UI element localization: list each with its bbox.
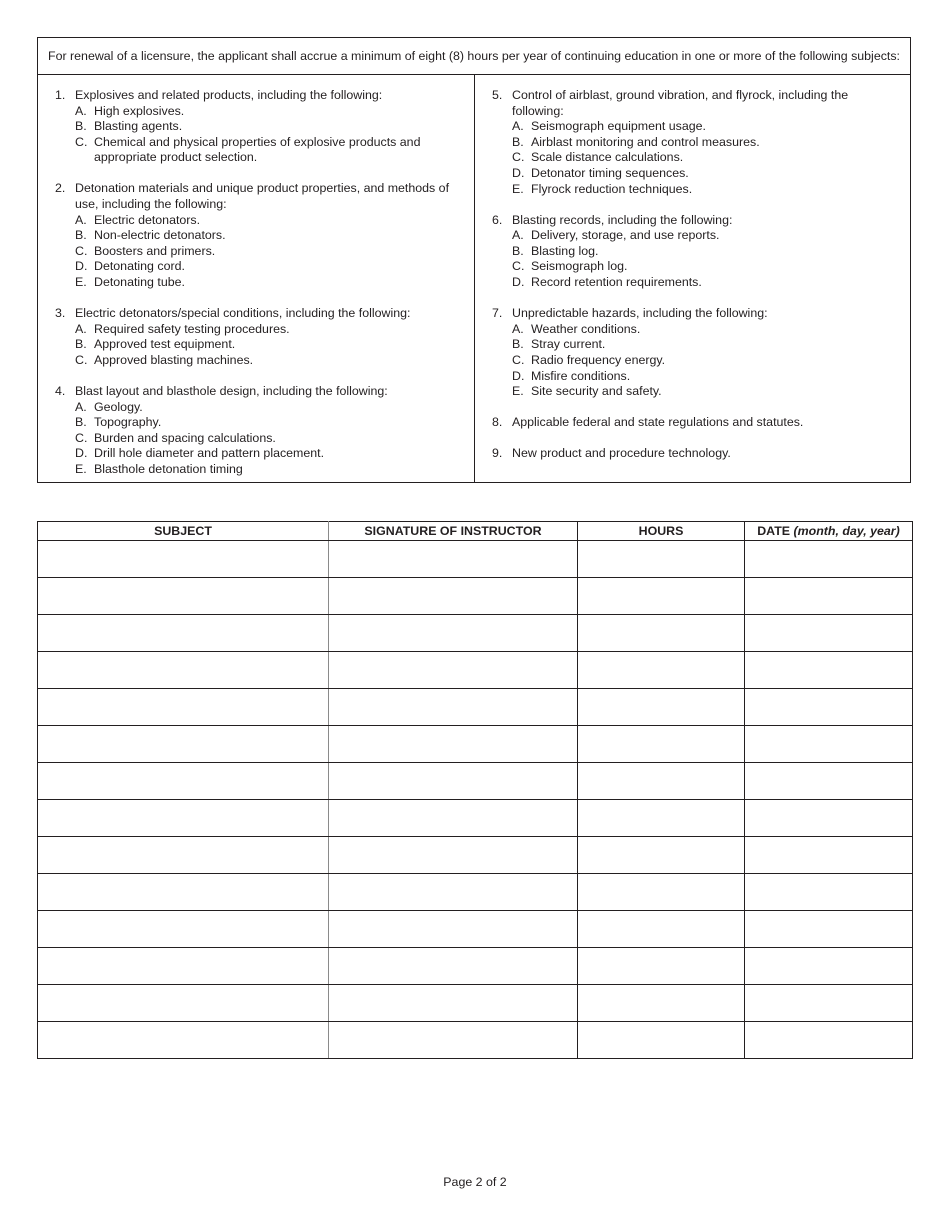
subtopic-letter: E. (512, 384, 524, 399)
hours-cell[interactable] (578, 615, 745, 652)
date-cell[interactable] (745, 726, 913, 763)
subject-cell[interactable] (38, 948, 329, 985)
subject-cell[interactable] (38, 1022, 329, 1059)
instructor-signature-cell[interactable] (329, 689, 578, 726)
hours-cell[interactable] (578, 541, 745, 578)
topic-heading (55, 181, 464, 212)
topic-text: Electric detonators/special conditions, including the following: (75, 306, 411, 321)
table-row (38, 652, 913, 689)
date-cell[interactable] (745, 615, 913, 652)
topic-heading (492, 415, 902, 431)
subtopic-letter: A. (512, 119, 524, 134)
subtopic-item (55, 400, 464, 416)
subtopic-letter: D. (512, 368, 525, 383)
subtopic-text: Flyrock reduction techniques. (531, 181, 693, 196)
topic-item (55, 88, 464, 166)
topic-number: 3. (55, 306, 66, 321)
table-row (38, 763, 913, 800)
date-cell[interactable] (745, 837, 913, 874)
subtopic-letter: D. (75, 446, 88, 461)
topic-heading (55, 384, 464, 400)
topic-number: 9. (492, 446, 503, 461)
subtopic-item (492, 353, 902, 369)
subtopic-item (492, 337, 902, 353)
subtopic-item (492, 259, 902, 275)
subtopic-letter: E. (75, 461, 87, 476)
subtopic-letter: C. (512, 150, 525, 165)
topic-text: Blast layout and blasthole design, including the following: (75, 384, 388, 398)
subtopic-item (55, 275, 464, 291)
subtopic-letter: B. (75, 228, 87, 243)
topic-text: Control of airblast, ground vibration, and flyrock, including the following: (512, 88, 849, 118)
signature-column-header: SIGNATURE OF INSTRUCTOR (329, 522, 578, 541)
subtopic-text: Site security and safety. (531, 384, 662, 399)
subtopic-item (55, 415, 464, 431)
instructor-signature-cell[interactable] (329, 837, 578, 874)
hours-cell[interactable] (578, 763, 745, 800)
subject-cell[interactable] (38, 837, 329, 874)
instructor-signature-cell[interactable] (329, 800, 578, 837)
subtopic-text: Stray current. (531, 337, 606, 352)
topic-heading (492, 446, 902, 462)
topic-heading (55, 88, 464, 104)
subject-cell[interactable] (38, 652, 329, 689)
log-table-header-row (38, 522, 913, 541)
subtopic-item (55, 104, 464, 120)
subtopic-letter: C. (75, 430, 88, 445)
subtopic-letter: A. (512, 321, 524, 336)
subtopic-item (492, 150, 902, 166)
subtopic-letter: E. (75, 275, 87, 290)
subtopic-text: Blasthole detonation timing (94, 461, 243, 476)
topic-item (55, 384, 464, 478)
subtopic-letter: C. (512, 259, 525, 274)
subtopic-item (55, 462, 464, 478)
date-cell[interactable] (745, 652, 913, 689)
subtopic-letter: B. (512, 337, 524, 352)
date-cell[interactable] (745, 1022, 913, 1059)
subtopic-item (55, 259, 464, 275)
subtopic-letter: D. (512, 165, 525, 180)
topic-heading (55, 306, 464, 322)
intro-statement: For renewal of a licensure, the applicant shall accrue a minimum of eight (8) hours per year of continuing education in one or more of the following subjects: (38, 38, 910, 75)
topic-number: 4. (55, 384, 66, 398)
subtopic-item (55, 431, 464, 447)
instructor-signature-cell[interactable] (329, 615, 578, 652)
subtopic-item (55, 228, 464, 244)
subtopic-text: Scale distance calculations. (531, 150, 684, 165)
date-column-header (745, 522, 913, 541)
topic-text: Unpredictable hazards, including the following: (512, 306, 768, 321)
subtopic-letter: B. (75, 119, 87, 134)
topic-number: 1. (55, 88, 66, 102)
topic-number: 7. (492, 306, 503, 321)
subtopic-letter: B. (75, 415, 87, 430)
subtopic-item (492, 384, 902, 400)
subject-cell[interactable] (38, 615, 329, 652)
subtopic-text: Detonating tube. (94, 275, 185, 290)
requirements-box (37, 37, 911, 483)
page-number: Page 2 of 2 (443, 1175, 507, 1189)
subtopic-item (55, 322, 464, 338)
subtopic-text: Airblast monitoring and control measures. (531, 134, 760, 149)
subtopic-letter: C. (75, 352, 88, 367)
subject-cell[interactable] (38, 763, 329, 800)
subtopic-text: Approved test equipment. (94, 337, 236, 352)
subtopic-text: Radio frequency energy. (531, 352, 666, 367)
topic-item (492, 213, 902, 291)
subtopic-text: Detonating cord. (94, 259, 185, 274)
subtopic-text: Misfire conditions. (531, 368, 631, 383)
table-row (38, 615, 913, 652)
topic-number: 5. (492, 88, 503, 102)
instructor-signature-cell[interactable] (329, 763, 578, 800)
subtopic-text: Record retention requirements. (531, 275, 702, 290)
date-cell[interactable] (745, 541, 913, 578)
topic-item (55, 181, 464, 290)
subject-cell[interactable] (38, 874, 329, 911)
table-row (38, 985, 913, 1022)
hours-cell[interactable] (578, 800, 745, 837)
topic-item (492, 446, 902, 462)
instructor-signature-cell[interactable] (329, 541, 578, 578)
table-row (38, 578, 913, 615)
subtopic-letter: B. (75, 337, 87, 352)
instructor-signature-cell[interactable] (329, 985, 578, 1022)
subtopic-letter: A. (75, 212, 87, 227)
date-cell[interactable] (745, 763, 913, 800)
subtopic-text: Blasting log. (531, 243, 599, 258)
table-row (38, 689, 913, 726)
subtopic-letter: E. (512, 181, 524, 196)
topic-text: Explosives and related products, including the following: (75, 88, 383, 102)
instructor-signature-cell[interactable] (329, 652, 578, 689)
subtopic-item (492, 275, 902, 291)
subtopic-item (55, 119, 464, 135)
topic-heading (492, 88, 902, 119)
topic-item (492, 415, 902, 431)
topic-text: Detonation materials and unique product properties, and methods of use, including the following: (75, 181, 450, 212)
topic-number: 8. (492, 415, 503, 430)
subtopic-item (492, 119, 902, 135)
hours-cell[interactable] (578, 874, 745, 911)
topic-item (492, 88, 902, 197)
subtopic-item (492, 322, 902, 338)
subtopic-letter: C. (512, 352, 525, 367)
topic-heading (492, 213, 902, 229)
table-row (38, 837, 913, 874)
subtopic-letter: D. (512, 275, 525, 290)
subtopic-letter: A. (512, 228, 524, 243)
subtopic-text: Blasting agents. (94, 119, 183, 134)
subtopic-item (492, 228, 902, 244)
subject-cell[interactable] (38, 726, 329, 763)
subtopic-text: High explosives. (94, 103, 185, 118)
topic-item (492, 306, 902, 400)
instructor-signature-cell[interactable] (329, 1022, 578, 1059)
subtopic-item (492, 182, 902, 198)
subtopic-letter: D. (75, 259, 88, 274)
subtopic-text: Geology. (94, 399, 143, 414)
subtopic-letter: A. (75, 321, 87, 336)
topics-column-right (475, 75, 910, 482)
table-row (38, 874, 913, 911)
date-format-note: (month, day, year) (793, 524, 900, 538)
subtopic-letter: B. (512, 243, 524, 258)
date-cell[interactable] (745, 578, 913, 615)
subtopic-letter: A. (75, 103, 87, 118)
subject-cell[interactable] (38, 800, 329, 837)
subtopic-letter: C. (75, 243, 88, 258)
table-row (38, 1022, 913, 1059)
subject-cell[interactable] (38, 578, 329, 615)
instructor-signature-cell[interactable] (329, 726, 578, 763)
hours-cell[interactable] (578, 578, 745, 615)
date-header-label: DATE (757, 524, 791, 538)
topic-heading (492, 306, 902, 322)
hours-cell[interactable] (578, 726, 745, 763)
hours-cell[interactable] (578, 911, 745, 948)
instructor-signature-cell[interactable] (329, 874, 578, 911)
subtopic-item (492, 244, 902, 260)
instructor-signature-cell[interactable] (329, 948, 578, 985)
hours-cell[interactable] (578, 948, 745, 985)
date-cell[interactable] (745, 985, 913, 1022)
subject-cell[interactable] (38, 911, 329, 948)
subtopic-text: Electric detonators. (94, 212, 201, 227)
table-row (38, 911, 913, 948)
topic-text: Blasting records, including the following: (512, 212, 733, 227)
topic-text: New product and procedure technology. (512, 446, 731, 461)
topics-column-left (38, 75, 475, 482)
subtopic-item (55, 446, 464, 462)
subtopic-text: Burden and spacing calculations. (94, 430, 276, 445)
subtopic-item (492, 166, 902, 182)
hours-cell[interactable] (578, 985, 745, 1022)
subtopic-item (55, 135, 464, 166)
subject-cell[interactable] (38, 541, 329, 578)
subtopic-item (492, 135, 902, 151)
subtopic-text: Detonator timing sequences. (531, 165, 689, 180)
topic-number: 2. (55, 181, 66, 196)
subject-cell[interactable] (38, 985, 329, 1022)
subtopic-item (55, 213, 464, 229)
subject-cell[interactable] (38, 689, 329, 726)
instructor-signature-cell[interactable] (329, 911, 578, 948)
subtopic-text: Non-electric detonators. (94, 228, 226, 243)
hours-cell[interactable] (578, 652, 745, 689)
topic-item (55, 306, 464, 368)
subtopic-text: Seismograph equipment usage. (531, 119, 706, 134)
subtopic-item (492, 369, 902, 385)
hours-cell[interactable] (578, 689, 745, 726)
topic-number: 6. (492, 212, 503, 227)
table-row (38, 948, 913, 985)
subtopic-letter: B. (512, 134, 524, 149)
hours-column-header: HOURS (578, 522, 745, 541)
date-cell[interactable] (745, 948, 913, 985)
subtopic-text: Seismograph log. (531, 259, 628, 274)
subtopic-text: Weather conditions. (531, 321, 641, 336)
table-row (38, 726, 913, 763)
topic-text: Applicable federal and state regulations and statutes. (512, 415, 804, 430)
subtopic-item (55, 337, 464, 353)
instructor-signature-cell[interactable] (329, 578, 578, 615)
continuing-education-log-table (37, 521, 913, 1059)
date-cell[interactable] (745, 689, 913, 726)
subtopic-text: Approved blasting machines. (94, 352, 254, 367)
subtopic-text: Topography. (94, 415, 162, 430)
subtopic-text: Drill hole diameter and pattern placement. (94, 446, 325, 461)
subtopic-text: Chemical and physical properties of explosive products and appropriate product selection. (94, 134, 421, 165)
date-cell[interactable] (745, 874, 913, 911)
date-cell[interactable] (745, 911, 913, 948)
subtopic-letter: A. (75, 399, 87, 414)
subtopic-text: Required safety testing procedures. (94, 321, 290, 336)
subtopic-item (55, 244, 464, 260)
subtopic-item (55, 353, 464, 369)
subtopic-letter: C. (75, 134, 88, 149)
table-row (38, 800, 913, 837)
subject-column-header: SUBJECT (38, 522, 329, 541)
table-row (38, 541, 913, 578)
date-cell[interactable] (745, 800, 913, 837)
subtopic-text: Boosters and primers. (94, 243, 216, 258)
hours-cell[interactable] (578, 837, 745, 874)
hours-cell[interactable] (578, 1022, 745, 1059)
subtopic-text: Delivery, storage, and use reports. (531, 228, 720, 243)
